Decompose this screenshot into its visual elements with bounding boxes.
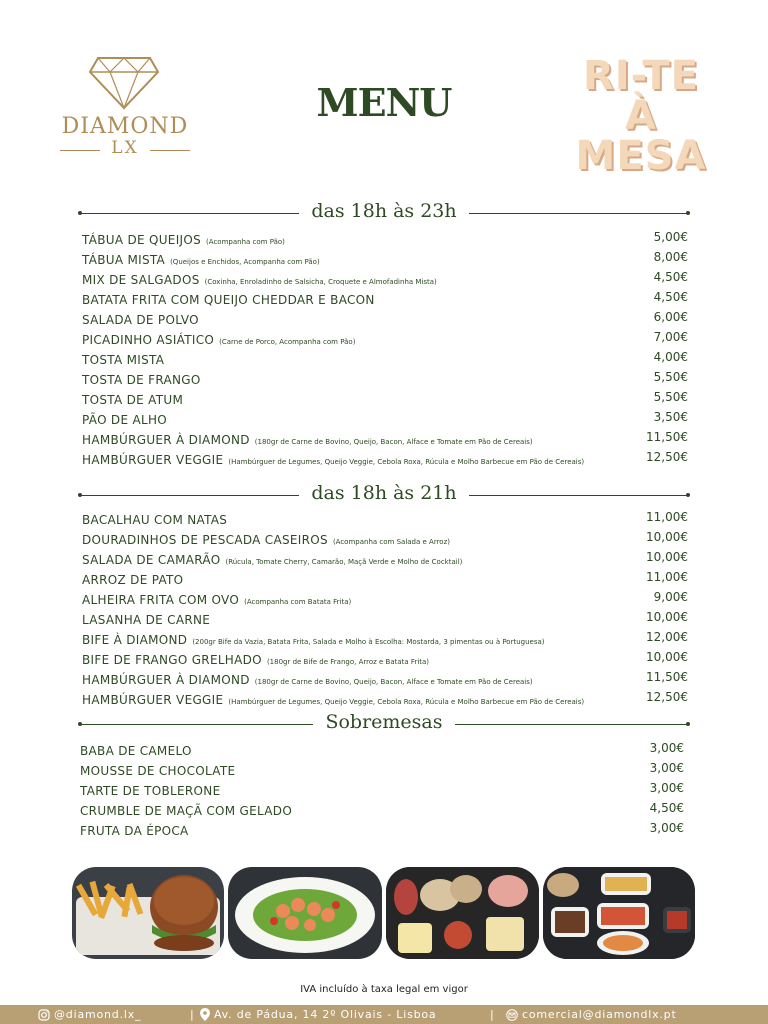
menu-item-price: 3,00€ — [649, 781, 684, 795]
menu-item-description: (Hambúrguer de Legumes, Queijo Veggie, Cebola Roxa, Rúcula e Molho Barbecue em Pão de Cereais) — [228, 458, 585, 466]
menu-item-price: 3,50€ — [653, 410, 688, 424]
slogan-line-1: RI-TE — [582, 53, 699, 99]
menu-item-text — [80, 821, 189, 840]
menu-item — [82, 550, 688, 570]
slogan-line-2: À MESA — [575, 93, 707, 179]
menu-item-price: 12,00€ — [646, 630, 688, 644]
section-title: das 18h às 21h — [299, 482, 468, 504]
menu-item-text — [82, 330, 355, 351]
menu-item — [82, 570, 688, 590]
menu-item-name: HAMBÚRGUER VEGGIE — [82, 693, 224, 707]
menu-item — [82, 270, 688, 290]
menu-item-price: 5,50€ — [653, 390, 688, 404]
menu-item-price: 5,50€ — [653, 370, 688, 384]
section-title: Sobremesas — [313, 711, 454, 733]
menu-item-price: 4,50€ — [649, 801, 684, 815]
menu-item-price: 4,50€ — [653, 290, 688, 304]
menu-item — [82, 250, 688, 270]
menu-item — [82, 390, 688, 410]
menu-item — [82, 370, 688, 390]
brand-name: DIAMOND — [61, 114, 189, 139]
menu-item-description: (Rúcula, Tomate Cherry, Camarão, Maçã Verde e Molho de Cocktail) — [225, 558, 463, 566]
menu-item — [80, 741, 684, 761]
menu-item — [82, 290, 688, 310]
menu-item-price: 4,00€ — [653, 350, 688, 364]
menu-item — [82, 610, 688, 630]
location-pin-icon — [200, 1008, 210, 1021]
menu-item-name: SALADA DE CAMARÃO — [82, 553, 221, 567]
section-title: das 18h às 23h — [299, 200, 468, 222]
instagram-handle: @diamond.lx_ — [54, 1008, 142, 1021]
menu-item-description: (Hambúrguer de Legumes, Queijo Veggie, Cebola Roxa, Rúcula e Molho Barbecue em Pão de Cereais) — [228, 698, 585, 706]
menu-list-dinner — [82, 510, 688, 710]
menu-item-name: HAMBÚRGUER VEGGIE — [82, 453, 224, 467]
menu-item-name: SALADA DE POLVO — [82, 313, 199, 327]
menu-item — [82, 670, 688, 690]
menu-item-description: (Acompanha com Salada e Arroz) — [332, 538, 450, 546]
menu-item-text — [82, 370, 201, 389]
menu-item-name: FRUTA DA ÉPOCA — [80, 824, 189, 838]
menu-item — [82, 230, 688, 250]
menu-item-price: 3,00€ — [649, 821, 684, 835]
menu-item-text — [82, 450, 584, 471]
menu-item-text — [82, 550, 462, 571]
menu-item-price: 10,00€ — [646, 610, 688, 624]
menu-item-description: (Queijos e Enchidos, Acompanha com Pão) — [170, 258, 320, 266]
menu-item-price: 8,00€ — [653, 250, 688, 264]
menu-item-text — [82, 350, 164, 369]
menu-item-name: LASANHA DE CARNE — [82, 613, 211, 627]
menu-item-name: ALHEIRA FRITA COM OVO — [82, 593, 240, 607]
menu-item-name: MOUSSE DE CHOCOLATE — [80, 764, 236, 778]
menu-item-text — [82, 530, 450, 551]
menu-item-description: (Acompanha com Batata Frita) — [244, 598, 352, 606]
menu-item-text — [82, 430, 533, 451]
page-title: MENU — [316, 80, 452, 125]
menu-item — [82, 450, 688, 470]
menu-item-text — [82, 570, 183, 589]
section-heading-1 — [78, 200, 690, 226]
shrimp-salad-photo — [228, 867, 382, 959]
email-text: comercial@diamondlx.pt — [522, 1008, 677, 1021]
menu-item-name: HAMBÚRGUER À DIAMOND — [82, 433, 250, 447]
menu-item — [82, 530, 688, 550]
menu-item-text — [82, 390, 183, 409]
mail-icon — [506, 1009, 518, 1021]
menu-item-name: MIX DE SALGADOS — [82, 273, 200, 287]
menu-item-price: 10,00€ — [646, 550, 688, 564]
menu-item-name: TOSTA DE ATUM — [82, 393, 184, 407]
menu-item-price: 4,50€ — [653, 270, 688, 284]
menu-item — [82, 410, 688, 430]
menu-item-name: BIFE À DIAMOND — [82, 633, 188, 647]
menu-item-price: 5,00€ — [653, 230, 688, 244]
menu-item-name: BACALHAU COM NATAS — [82, 513, 228, 527]
menu-item-description: (180gr de Carne de Bovino, Queijo, Bacon, Alface e Tomate em Pão de Cereais) — [254, 438, 533, 446]
menu-item-text — [82, 250, 320, 271]
menu-item-text — [82, 650, 429, 671]
menu-item-price: 11,50€ — [646, 430, 688, 444]
menu-item-text — [82, 310, 199, 329]
menu-item-text — [80, 761, 235, 780]
menu-list-desserts — [80, 741, 684, 841]
address-text: Av. de Pádua, 14 2º Olivais - Lisboa — [214, 1008, 437, 1021]
menu-item-name: TÁBUA MISTA — [82, 253, 166, 267]
menu-item-name: CRUMBLE DE MAÇÃ COM GELADO — [80, 804, 293, 818]
menu-item-description: (Carne de Porco, Acompanha com Pão) — [219, 338, 356, 346]
menu-item-name: DOURADINHOS DE PESCADA CASEIROS — [82, 533, 328, 547]
menu-item — [82, 690, 688, 710]
tax-note: IVA incluído à taxa legal em vigor — [300, 984, 468, 995]
menu-item-text — [82, 230, 285, 251]
menu-item-price: 12,50€ — [646, 690, 688, 704]
menu-item-name: TOSTA DE FRANGO — [82, 373, 201, 387]
menu-item-name: HAMBÚRGUER À DIAMOND — [82, 673, 250, 687]
menu-item — [82, 590, 688, 610]
menu-item-text — [80, 741, 192, 760]
menu-item-description: (Acompanha com Pão) — [206, 238, 285, 246]
menu-item-text — [82, 610, 210, 629]
menu-item-text — [82, 290, 375, 309]
menu-item-name: PÃO DE ALHO — [82, 413, 168, 427]
section-heading-2 — [78, 482, 690, 508]
menu-item-description: (180gr de Carne de Bovino, Queijo, Bacon, Alface e Tomate em Pão de Cereais) — [254, 678, 533, 686]
menu-item-price: 11,00€ — [646, 570, 688, 584]
menu-item-price: 12,50€ — [646, 450, 688, 464]
menu-item-description: (200gr Bife da Vazia, Batata Frita, Salada e Molho à Escolha: Mostarda, 3 pimentas ou à Portuguesa) — [192, 638, 545, 646]
menu-item-price: 11,00€ — [646, 510, 688, 524]
menu-item-text — [82, 690, 584, 711]
footer-bar — [0, 1005, 768, 1024]
menu-item-price: 3,00€ — [649, 741, 684, 755]
platters-photo — [543, 867, 695, 959]
menu-item-name: BABA DE CAMELO — [80, 744, 192, 758]
slogan — [566, 53, 716, 179]
menu-list-evening — [82, 230, 688, 470]
menu-item — [82, 430, 688, 450]
menu-item-price: 6,00€ — [653, 310, 688, 324]
menu-item — [82, 350, 688, 370]
menu-item-name: TARTE DE TOBLERONE — [80, 784, 221, 798]
menu-item-name: ARROZ DE PATO — [82, 573, 184, 587]
menu-item-price: 10,00€ — [646, 650, 688, 664]
menu-item-text — [82, 590, 351, 611]
menu-item — [80, 801, 684, 821]
menu-item — [82, 310, 688, 330]
footer-separator: | — [490, 1008, 495, 1021]
menu-item — [80, 781, 684, 801]
burger-photo — [72, 867, 224, 959]
footer-instagram[interactable] — [38, 1005, 141, 1024]
menu-item-name: BATATA FRITA COM QUEIJO CHEDDAR E BACON — [82, 293, 375, 307]
footer-separator: | — [190, 1008, 195, 1021]
instagram-icon — [38, 1009, 50, 1021]
menu-item-name: TÁBUA DE QUEIJOS — [82, 233, 202, 247]
menu-item — [82, 650, 688, 670]
menu-item-text — [82, 270, 437, 291]
menu-item-name: PICADINHO ASIÁTICO — [82, 333, 215, 347]
menu-item-text — [82, 510, 227, 529]
menu-item-text — [82, 630, 545, 651]
section-heading-3 — [78, 711, 690, 737]
menu-item-price: 9,00€ — [653, 590, 688, 604]
menu-item-name: TOSTA MISTA — [82, 353, 165, 367]
menu-item-price: 10,00€ — [646, 530, 688, 544]
menu-item — [82, 510, 688, 530]
menu-item-description: (180gr de Bife de Frango, Arroz e Batata Frita) — [266, 658, 430, 666]
menu-item-text — [80, 781, 220, 800]
menu-item — [80, 761, 684, 781]
menu-item — [82, 330, 688, 350]
menu-item-price: 11,50€ — [646, 670, 688, 684]
menu-item-text — [82, 670, 533, 691]
mixed-board-photo — [386, 867, 539, 959]
menu-item — [80, 821, 684, 841]
menu-item-price: 7,00€ — [653, 330, 688, 344]
menu-item-text — [80, 801, 292, 820]
menu-item-name: BIFE DE FRANGO GRELHADO — [82, 653, 262, 667]
footer-address[interactable] — [200, 1005, 436, 1024]
menu-item — [82, 630, 688, 650]
menu-item-price: 3,00€ — [649, 761, 684, 775]
brand-sub: LX — [111, 138, 139, 158]
menu-item-description: (Coxinha, Enroladinho de Salsicha, Croquete e Almofadinha Mista) — [204, 278, 437, 286]
footer-email[interactable] — [506, 1005, 677, 1024]
menu-item-text — [82, 410, 167, 429]
